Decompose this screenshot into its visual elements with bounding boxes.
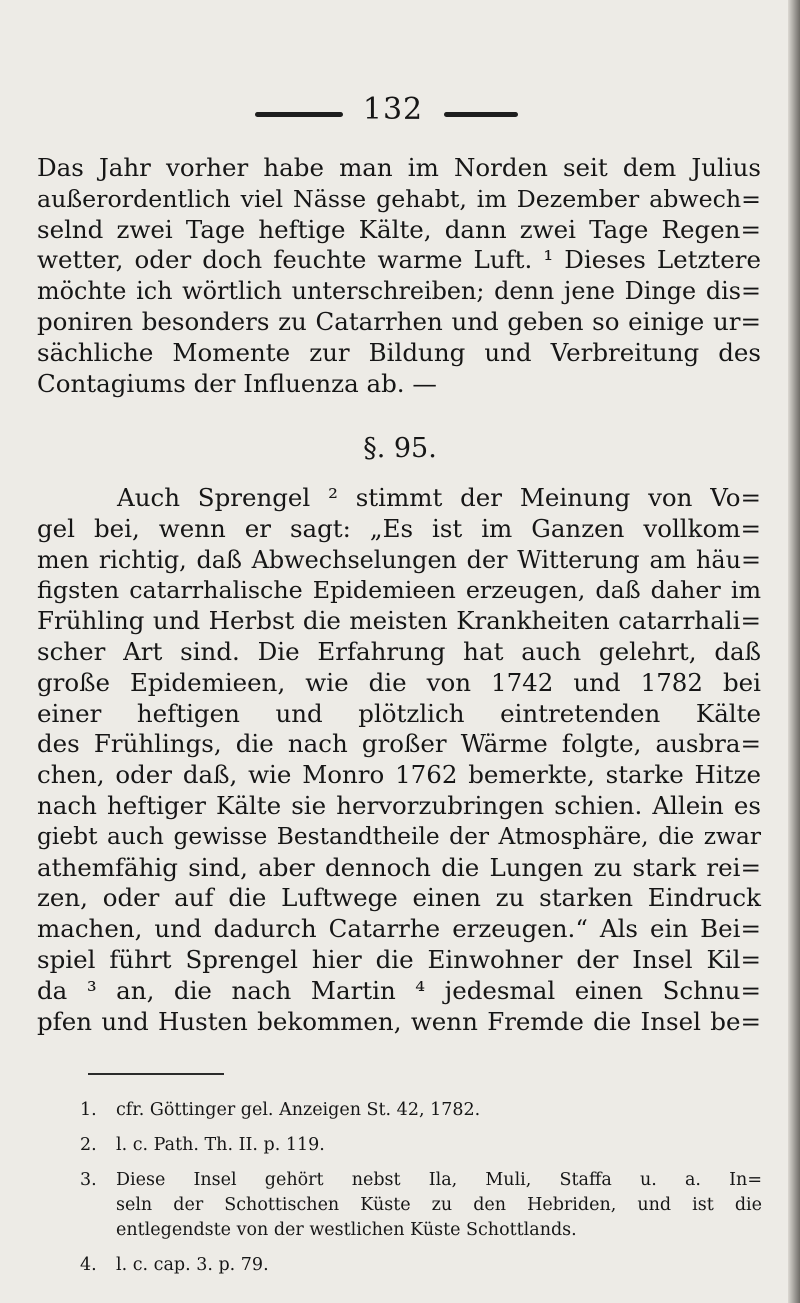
- text-line: außerordentlich viel Nässe gehabt, im Dezember abwech=: [37, 184, 761, 213]
- text-line: Auch Sprengel ² stimmt der Meinung von Vo=: [117, 483, 761, 512]
- text-line: einer heftigen und plötzlich eintretenden Kälte: [37, 698, 761, 728]
- text-line: cfr. Göttinger gel. Anzeigen St. 42, 1782.: [116, 1100, 481, 1120]
- text-line: entlegendste von der westlichen Küste Schottlands.: [116, 1220, 577, 1240]
- footnote-number: 1.: [80, 1100, 97, 1120]
- text-line: sächliche Momente zur Bildung und Verbreitung des: [37, 337, 761, 367]
- text-line: athemfähig sind, aber dennoch die Lungen zu stark rei=: [37, 852, 761, 882]
- page-number: 132: [362, 92, 424, 127]
- footnote-text: [116, 1253, 762, 1278]
- text-line: chen, oder daß, wie Monro 1762 bemerkte, starke Hitze: [37, 760, 761, 790]
- text-line: Diese Insel gehört nebst Ila, Muli, Staffa u. a. In=: [116, 1170, 762, 1190]
- footnote-number: 3.: [80, 1170, 97, 1190]
- text-line: zen, oder auf die Luftwege einen zu starken Eindruck: [37, 883, 761, 913]
- text-line: Frühling und Herbst die meisten Krankheiten catarrhali=: [37, 606, 761, 636]
- footnote-separator: [88, 1073, 224, 1075]
- footnote: [80, 1168, 762, 1243]
- text-line: men richtig, daß Abwechselungen der Witterung am häu=: [37, 545, 761, 574]
- text-line: wetter, oder doch feuchte warme Luft. ¹ Dieses Letztere: [37, 245, 761, 275]
- text-line: große Epidemieen, wie die von 1742 und 1782 bei: [37, 667, 761, 697]
- text-line: giebt auch gewisse Bestandtheile der Atmosphäre, die zwar: [37, 822, 761, 850]
- header-rule-left: [255, 112, 343, 117]
- paragraph-1: [37, 153, 761, 399]
- text-line: des Frühlings, die nach großer Wärme folgte, ausbra=: [37, 729, 761, 759]
- text-line: poniren besonders zu Catarrhen und geben so einige ur=: [37, 306, 761, 336]
- text-line: seln der Schottischen Küste zu den Hebriden, und ist die: [116, 1195, 762, 1215]
- text-line: möchte ich wörtlich unterschreiben; denn jene Dinge dis=: [37, 277, 761, 306]
- footnote: [80, 1133, 762, 1158]
- header-rule-right: [444, 112, 518, 117]
- text-line: spiel führt Sprengel hier die Einwohner der Insel Kil=: [37, 944, 761, 974]
- footnote-number: 4.: [80, 1255, 97, 1275]
- text-line: da ³ an, die nach Martin ⁴ jedesmal einen Schnu=: [37, 975, 761, 1005]
- text-line: Das Jahr vorher habe man im Norden seit dem Julius: [37, 153, 761, 182]
- text-line: l. c. Path. Th. II. p. 119.: [116, 1135, 325, 1155]
- footnote-text: [116, 1168, 762, 1243]
- footnote-number: 2.: [80, 1135, 97, 1155]
- text-line: machen, und dadurch Catarrhe erzeugen.“ Als ein Bei=: [37, 914, 761, 944]
- footnote: [80, 1253, 762, 1278]
- text-line: selnd zwei Tage heftige Kälte, dann zwei Tage Regen=: [37, 214, 761, 244]
- text-line: nach heftiger Kälte sie hervorzubringen schien. Allein es: [37, 790, 761, 820]
- page-edge-shadow: [788, 0, 800, 1303]
- text-line: scher Art sind. Die Erfahrung hat auch gelehrt, daß: [37, 636, 761, 666]
- text-line: Contagiums der Influenza ab. —: [37, 368, 437, 398]
- section-heading: §. 95.: [363, 433, 437, 464]
- footnote-text: [116, 1098, 762, 1123]
- paragraph-2: [37, 483, 761, 1037]
- footnote: [80, 1098, 762, 1123]
- text-line: pfen und Husten bekommen, wenn Fremde die Insel be=: [37, 1006, 761, 1036]
- text-line: figsten catarrhalische Epidemieen erzeugen, daß daher im: [37, 576, 761, 605]
- page-header: [0, 92, 800, 140]
- footnote-text: [116, 1133, 762, 1158]
- footnotes: [80, 1098, 762, 1288]
- text-line: l. c. cap. 3. p. 79.: [116, 1255, 269, 1275]
- text-line: gel bei, wenn er sagt: „Es ist im Ganzen vollkom=: [37, 513, 761, 543]
